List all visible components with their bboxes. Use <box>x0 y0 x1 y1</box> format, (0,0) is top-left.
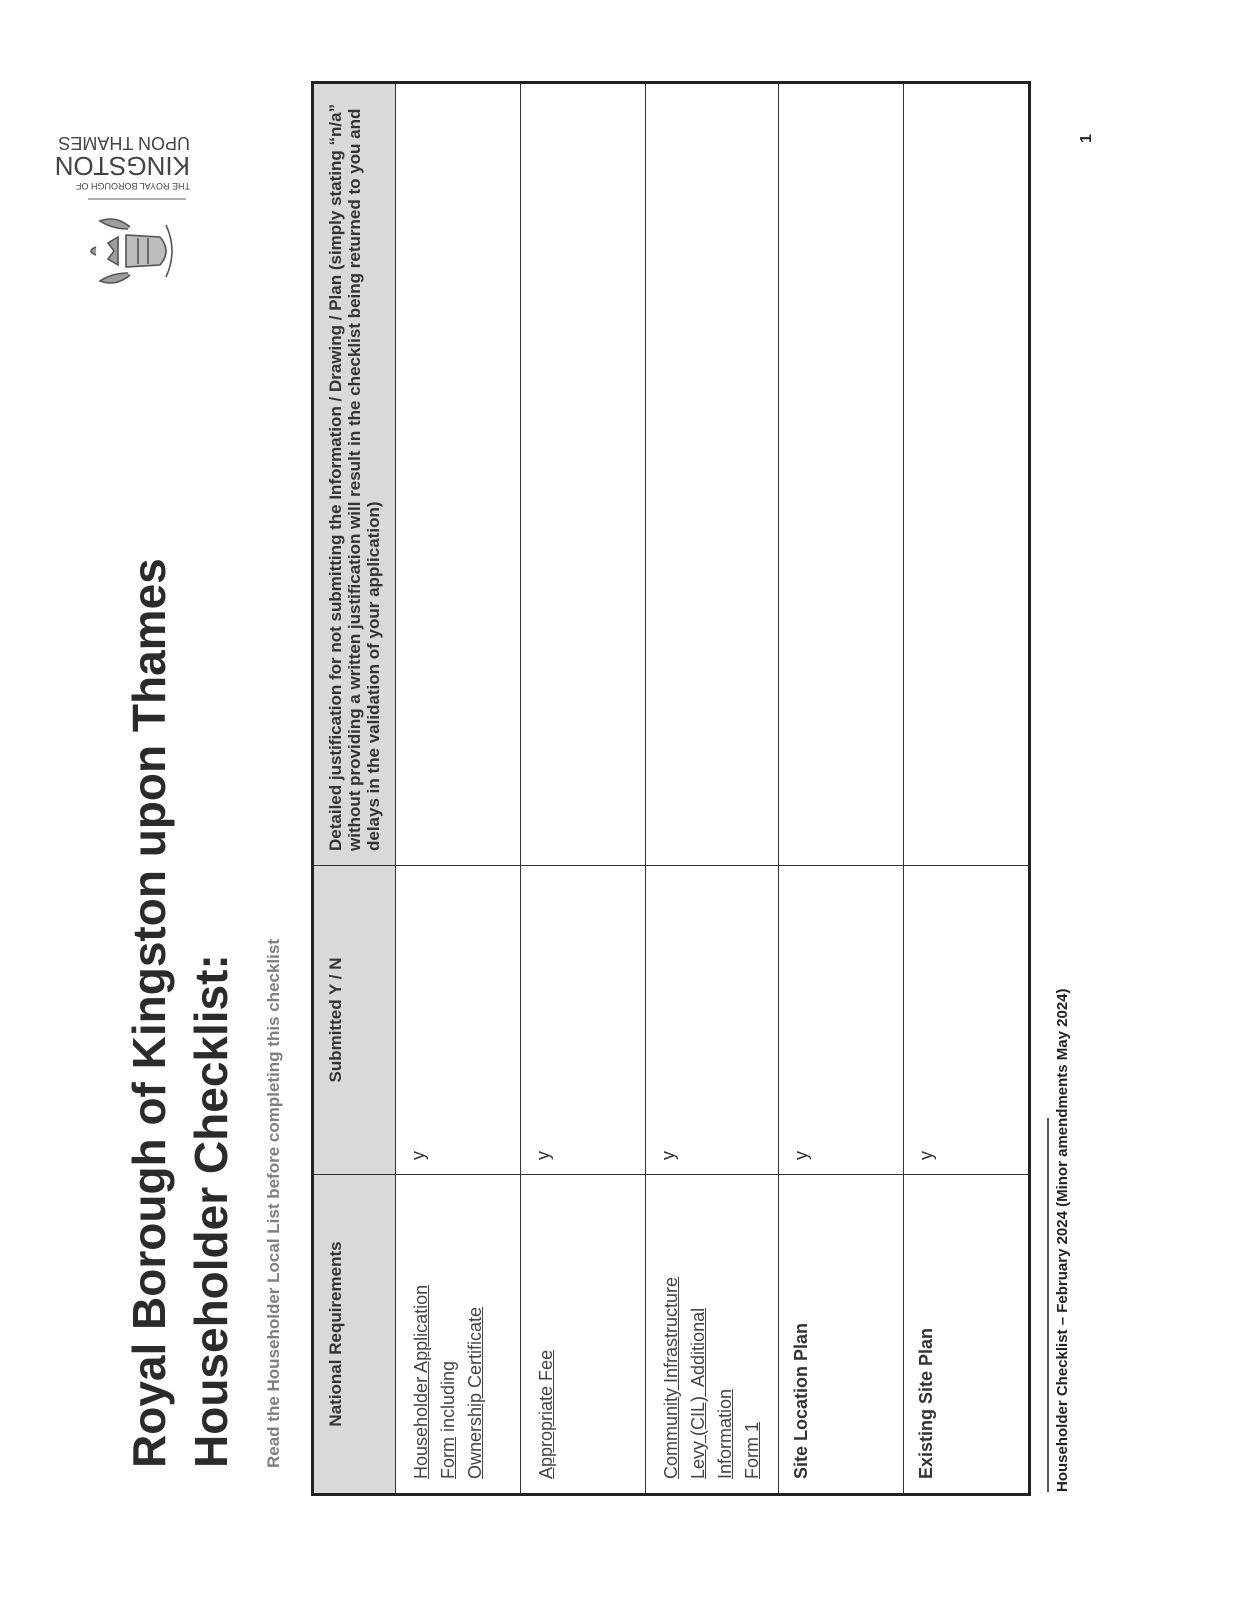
requirement-cell <box>779 1175 904 1495</box>
justification-cell[interactable] <box>904 83 1030 866</box>
requirement-suffix: including <box>438 1360 458 1437</box>
justification-cell[interactable] <box>779 83 904 866</box>
page-number: 1 <box>1078 134 1095 143</box>
logo-line-medium: UPON THAMES <box>58 133 190 153</box>
form-link[interactable]: Form <box>438 1437 458 1479</box>
site-location-plan-label: Site Location Plan <box>791 1322 811 1479</box>
householder-application-link[interactable]: Householder Application <box>411 1284 431 1479</box>
existing-site-plan-label: Existing Site Plan <box>916 1327 936 1479</box>
submitted-cell[interactable]: y <box>521 866 646 1175</box>
appropriate-fee-link[interactable]: Appropriate Fee <box>536 1349 556 1479</box>
requirement-cell <box>396 1175 521 1495</box>
table-row <box>521 83 646 1495</box>
page-title <box>118 558 242 1468</box>
title-line-1: Royal Borough of Kingston upon Thames <box>123 558 175 1468</box>
table-row <box>396 83 521 1495</box>
logo-line-large: KINGSTON <box>54 151 190 181</box>
justification-cell[interactable] <box>396 83 521 866</box>
requirements-table <box>311 81 1031 1496</box>
submitted-cell[interactable]: y <box>646 866 779 1175</box>
table-header-row <box>313 83 396 1495</box>
submitted-cell[interactable]: y <box>904 866 1030 1175</box>
submitted-cell[interactable]: y <box>396 866 521 1175</box>
intro-text: Read the Householder Local List before completing this checklist <box>264 939 283 1468</box>
footer-divider <box>1047 1118 1049 1492</box>
footer-text: Householder Checklist – February 2024 (Minor amendments May 2024) <box>1054 988 1071 1492</box>
cil-link-line-2[interactable]: Levy (CIL) Additional <box>688 1307 708 1479</box>
requirement-cell <box>904 1175 1030 1495</box>
header-national-requirements: National Requirements <box>313 1175 396 1495</box>
justification-cell[interactable] <box>646 83 779 866</box>
council-crest-logo <box>54 130 198 295</box>
cil-link-line-3[interactable]: Information <box>715 1388 735 1479</box>
logo-line-small: THE ROYAL BOROUGH OF <box>75 181 190 191</box>
title-line-2: Householder Checklist: <box>185 954 237 1468</box>
justification-cell[interactable] <box>521 83 646 866</box>
requirement-cell <box>521 1175 646 1495</box>
cil-link-line-1[interactable]: Community Infrastructure <box>661 1276 681 1479</box>
cil-link-line-4[interactable]: Form 1 <box>742 1421 762 1479</box>
submitted-cell[interactable]: y <box>779 866 904 1175</box>
header-justification: Detailed justification for not submitting the Information / Drawing / Plan (simply stating “n/a” without providing a written justification will result in the checklist being returned to you and delays in the validation of your application) <box>313 83 396 866</box>
header-submitted: Submitted Y / N <box>313 866 396 1175</box>
requirement-cell <box>646 1175 779 1495</box>
table-row <box>779 83 904 1495</box>
table-row <box>646 83 779 1495</box>
table-row <box>904 83 1030 1495</box>
crest-icon <box>91 219 172 283</box>
ownership-certificate-link[interactable]: Ownership Certificate <box>465 1306 485 1479</box>
